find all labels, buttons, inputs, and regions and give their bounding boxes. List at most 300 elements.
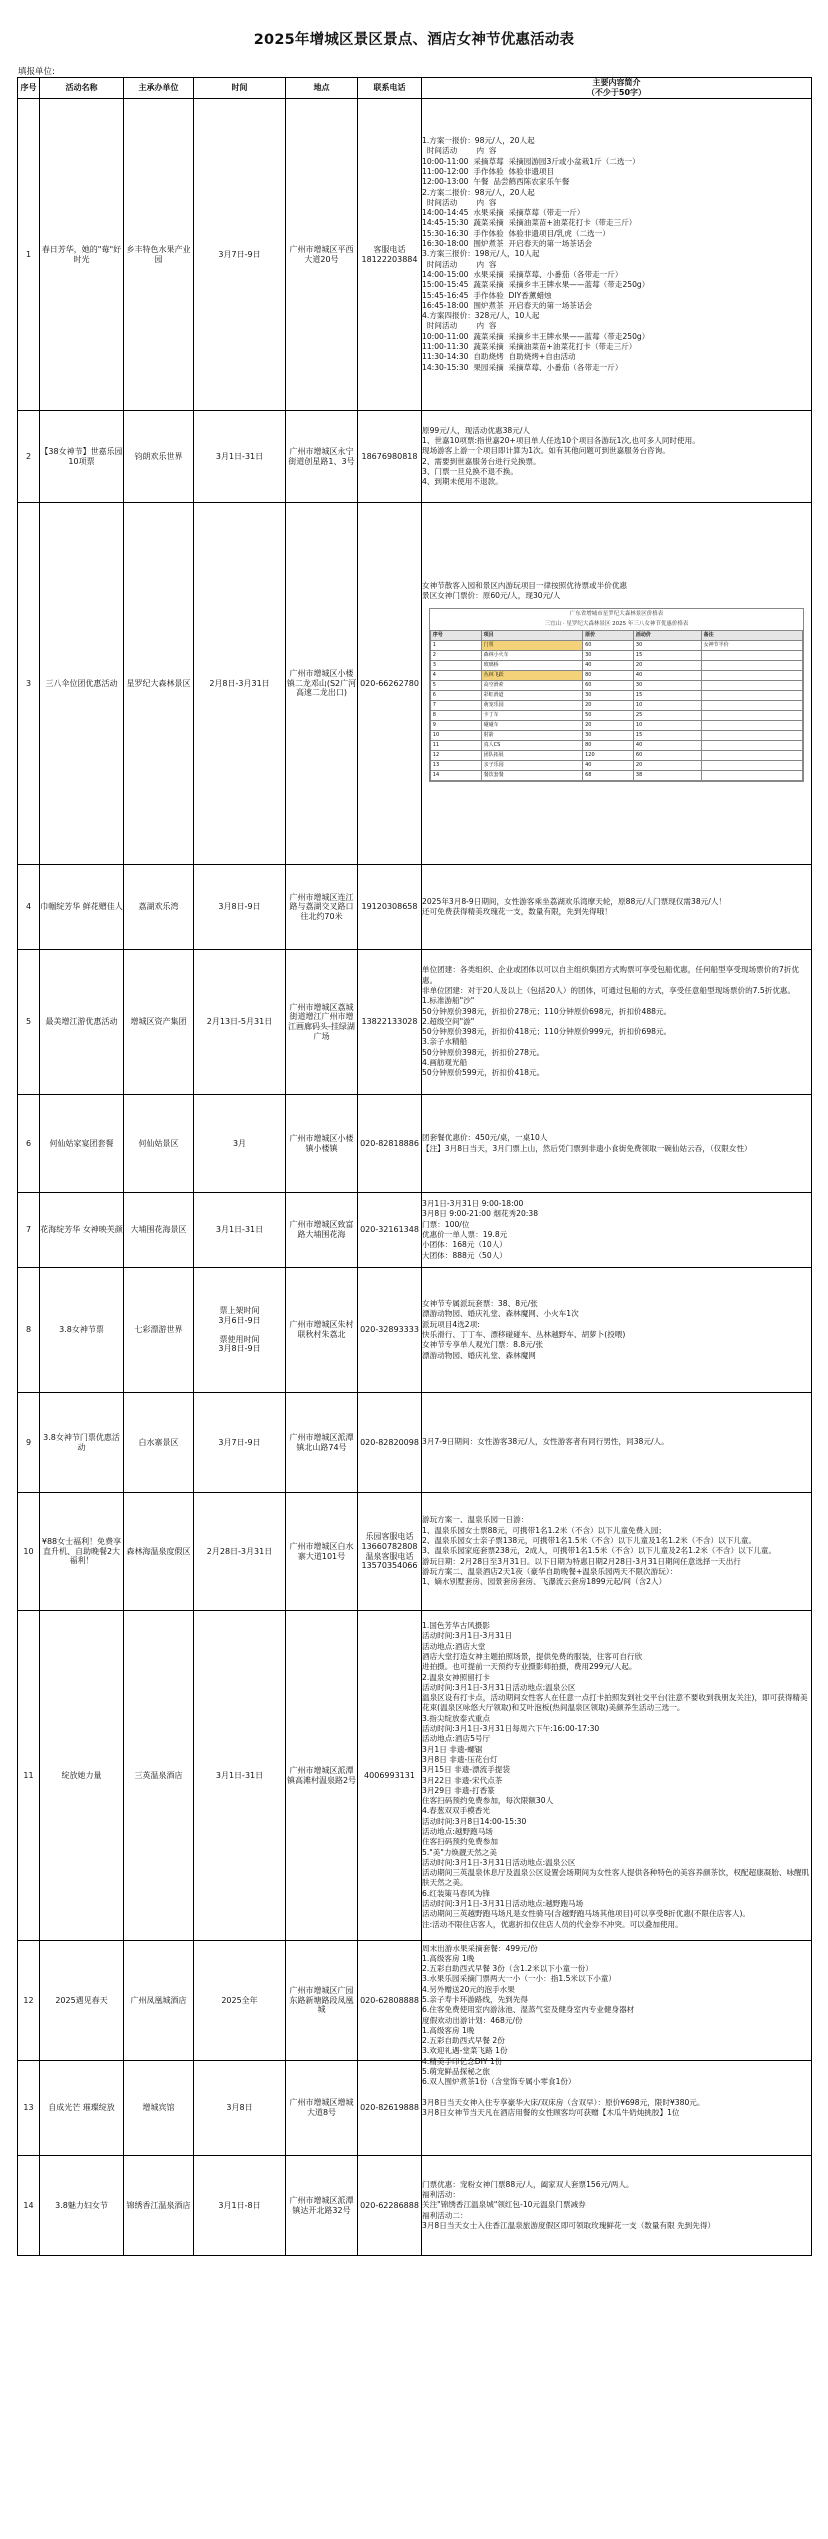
description-line: 活动期间三英越野跑马场凡是女性骑马(含越野跑马场其他项目)可以享受8折优惠(不限住店客人)。: [422, 1909, 751, 1919]
price-list-cell: 40: [583, 760, 634, 770]
row-number-text: 5: [25, 1017, 32, 1027]
organizer-text: 锦绣香江温泉酒店: [126, 2200, 191, 2210]
organizer-text: 森林海温泉度假区: [126, 1546, 191, 1556]
organizer-text: 白水寨景区: [138, 1437, 179, 1447]
activity-time: [194, 1095, 286, 1193]
price-list-cell: 9: [430, 720, 481, 730]
description-line: 3月8日当天女士入住香江温泉旅游度假区即可领取玫瑰鲜花一支（数量有限 先到先得）: [422, 2220, 716, 2230]
activity-time: [194, 99, 286, 411]
description-line: 2.超级空间"游": [422, 1016, 475, 1026]
price-list-row: [430, 720, 802, 730]
organizer-text: 何仙姑景区: [138, 1138, 179, 1148]
description-line: 1.国色芳华古风摄影: [422, 1621, 490, 1631]
description-line: 3月8日 非遗-压花台灯: [422, 1754, 498, 1764]
description-line: 游玩方案二、温泉酒店2天1夜（豪华自助晚餐+温泉乐园两天不限次游玩）：: [422, 1566, 678, 1576]
activity-name-text: 三八伞位团优惠活动: [45, 678, 118, 688]
organizer: [124, 503, 194, 865]
description-line: 3.水果乐园采摘门票两大一小（一小：指1.5米以下小童）: [422, 1974, 616, 1984]
price-list-cell: 30: [633, 680, 701, 690]
activity-time: [194, 1268, 286, 1393]
organizer: [124, 2061, 194, 2156]
description-line: 2.五彩自助西式早餐 3份（含1.2米以下小童一份）: [422, 1964, 593, 1974]
activity-name: [40, 2061, 124, 2156]
description-line: 漂游动物园、婚庆礼堂、森林魔网、小火车1次: [422, 1309, 579, 1319]
row-number-text: 12: [23, 1995, 34, 2005]
description-line: 活动地点:越野跑马场: [422, 1826, 493, 1836]
price-list-cell: 120: [583, 750, 634, 760]
price-list-cell: 80: [583, 740, 634, 750]
organizer-text: 乡丰特色水果产业园: [126, 244, 191, 264]
description-line: 1.方案一报价：98元/人，20人起: [422, 136, 535, 146]
description-line: 3月8日当天女神入住专享豪华大床/双床房（含双早）：原价¥698元，限时¥380元。: [422, 2097, 705, 2107]
description-line: 酒店大堂打造女神主题拍照场景，提供免费的服装，住客可自行欣: [422, 1651, 643, 1661]
activity-place-text: 广州市增城区广园东路新塘路段凤凰城: [289, 1986, 354, 2015]
activity-time-text: 2月8日-3月31日: [209, 678, 270, 688]
activity-place: [286, 865, 358, 950]
description-line: 时间活动 内 容: [422, 146, 497, 156]
activity-place-text: 广州市增城区平西大道20号: [289, 244, 354, 264]
description-line: 福利活动二：: [422, 2210, 468, 2220]
price-list-cell: 3: [430, 660, 481, 670]
organizer-text: 大埔围花海景区: [130, 1225, 187, 1235]
price-list-row: [430, 710, 802, 720]
activity-description: [422, 865, 812, 950]
activity-time-text: 3月8日-9日: [218, 902, 261, 912]
description-line: 2.五彩自助西式早餐 2份: [422, 2036, 505, 2046]
description-line: 50分钟原价398元，折扣价278元；110分钟原价698元，折扣价488元。: [422, 1006, 672, 1016]
contact-phone: [358, 2061, 422, 2156]
description-line: 周末出游水果采摘套餐：499元/份: [422, 1943, 538, 1953]
organizer: [124, 1611, 194, 1941]
row-number-text: 10: [23, 1546, 34, 1556]
price-list-cell: 60: [583, 640, 634, 650]
price-list-cell: 20: [583, 720, 634, 730]
row-number: [18, 503, 40, 865]
row-number: [18, 1268, 40, 1393]
organizer: [124, 1268, 194, 1393]
price-list-cell: 10: [430, 730, 481, 740]
price-list-cell: [701, 750, 803, 760]
description-line: 住客扫码预约免费参加，每次限额30人: [422, 1796, 554, 1806]
header-tel: 联系电话: [358, 78, 422, 99]
price-list-cell: [701, 710, 803, 720]
description-line: 游玩方案一、温泉乐园一日游：: [422, 1515, 529, 1525]
price-list-title: 三宜山 · 星罗纪大森林景区 2025 年三八女神节优惠价格表: [544, 621, 689, 628]
activity-description: [422, 1393, 812, 1493]
description-line: 6.双人围炉煮茶1份（含堂饰专属小零食1份）: [422, 2077, 576, 2087]
row-number: [18, 865, 40, 950]
header-time: 时间: [194, 78, 286, 99]
row-number-text: 9: [25, 1437, 32, 1447]
description-line: 11:00-11:30 蔬菜采摘 采摘油菜苗+油菜花打卡（带走三斤）: [422, 342, 637, 352]
row-number: [18, 99, 40, 411]
activity-name-text: 3.8女神节门票优惠活动: [43, 1432, 120, 1452]
price-list-cell: 备注: [701, 630, 803, 640]
contact-phone: [358, 411, 422, 503]
price-list-cell: 7: [430, 700, 481, 710]
price-list-row: [430, 640, 802, 650]
table-row: [18, 1393, 812, 1493]
description-line: 活动时间:3月1日-3月31日: [422, 1631, 513, 1641]
contact-phone-text: 020-62286888: [360, 2200, 419, 2210]
row-number: [18, 1493, 40, 1611]
description-line: 3月7-9日期间：女性游客38元/人，女性游客者有同行男性，同38元/人。: [422, 1437, 669, 1447]
row-number-text: 14: [23, 2200, 34, 2210]
activity-description: [422, 950, 812, 1095]
activity-time: [194, 503, 286, 865]
activity-time: [194, 1193, 286, 1268]
description-line: 2、温泉乐园女士亲子票138元，可携带1名1.5米（不含）以下儿童及1名1.2米（不含）以下儿童。: [422, 1536, 757, 1546]
contact-phone-text: 020-82818886: [360, 1138, 419, 1148]
activity-place: [286, 1095, 358, 1193]
description-line: 时间活动 内 容: [422, 321, 497, 331]
price-list-row: [430, 650, 802, 660]
table-row: [18, 1268, 812, 1393]
activity-name: [40, 411, 124, 503]
price-list-row: [430, 680, 802, 690]
activity-name-text: 何仙姑家宴团套餐: [49, 1138, 114, 1148]
description-line: 进拍摄。也可提前一天预约专业摄影师拍摄，费用299元/人起。: [422, 1662, 637, 1672]
description-line: 3月8日 9:00-21:00 烟花秀20:38: [422, 1209, 539, 1219]
activity-place-text: 广州市增城区致富路大埔围花海: [289, 1220, 354, 1239]
activity-description: [422, 1193, 812, 1268]
row-number-text: 8: [25, 1325, 32, 1335]
description-line: 15:00-15:45 蔬菜采摘 采摘乡丰王牌水果——蓝莓（带走250g）: [422, 280, 650, 290]
contact-phone-text: 客服电话 18122203884: [361, 244, 418, 264]
price-list-cell: 50: [583, 710, 634, 720]
description-line: 6.红装策马春风为锋: [422, 1888, 490, 1898]
row-number-text: 1: [25, 249, 32, 259]
description-line: 14:00-15:00 水果采摘 采摘草莓、小番茄（各带走一斤）: [422, 269, 623, 279]
activity-name-text: ¥88女士福利！免费享直升机、自助晚餐2大福利！: [41, 1537, 122, 1566]
price-list-cell: 丛林飞跃: [481, 670, 583, 680]
header-desc: [422, 78, 812, 99]
activity-time: [194, 1611, 286, 1941]
table-row: [18, 1611, 812, 1941]
activity-time: [194, 950, 286, 1095]
organizer-text: 星罗纪大森林景区: [126, 678, 191, 688]
description-line: 10:00-11:00 蔬菜采摘 采摘乡丰王牌水果——蓝莓（带走250g）: [422, 331, 650, 341]
description-line: 关注"锦绣香江温泉城"领红包-10元温泉门票减券: [422, 2200, 586, 2210]
price-list-cell: 活动价: [633, 630, 701, 640]
activity-place: [286, 1941, 358, 2061]
price-list-cell: 80: [583, 670, 634, 680]
description-line: 【注】3月8日当天，3月门票上山，然后凭门票到非遗小食街免费领取一碗仙姑云吞，（仅限女性）: [422, 1143, 752, 1153]
table-row: [18, 2156, 812, 2256]
description-line: 10:00-11:00 采摘草莓 采摘园游园3斤或小盆栽1斤（二选一）: [422, 156, 640, 166]
organizer-text: 广州凤凰城酒店: [130, 1995, 187, 2005]
description-line: 3月29日 非遗-打香篆: [422, 1785, 495, 1795]
description-line: 3月15日 非遗-漂流手提袋: [422, 1765, 510, 1775]
price-list-cell: 20: [633, 660, 701, 670]
price-list-cell: 15: [633, 650, 701, 660]
description-line: 4.方案四报价：328元/人，10人起: [422, 311, 540, 321]
price-list-cell: 项目: [481, 630, 583, 640]
organizer: [124, 411, 194, 503]
activity-place: [286, 503, 358, 865]
contact-phone-text: 乐园客服电话13660782808 温泉客服电话13570354066: [361, 1532, 418, 1571]
activity-time: [194, 1393, 286, 1493]
row-number-text: 2: [25, 451, 32, 461]
row-number-text: 6: [25, 1138, 32, 1148]
row-number: [18, 411, 40, 503]
description-line: 2、需要到世嘉服务台进行兑换票。: [422, 456, 541, 466]
description-line: 5.亲子寿卡环游路线，先到先得: [422, 1994, 528, 2004]
description-line: 优惠价一单人票：19.8元: [422, 1230, 508, 1239]
description-line: 活动地点:酒店5号厅: [422, 1734, 491, 1744]
activity-name: [40, 1493, 124, 1611]
price-list-cell: 真人CS: [481, 740, 583, 750]
activity-place-text: 广州市增城区派潭镇达开北路32号: [289, 2195, 354, 2215]
price-list-cell: 10: [633, 720, 701, 730]
activity-place-text: 广州市增城区连江路与荔湖交叉路口往北约70米: [289, 892, 354, 921]
activity-name-text: 最美增江游优惠活动: [45, 1017, 118, 1027]
price-list-cell: [701, 650, 803, 660]
activity-time: [194, 865, 286, 950]
table-row: [18, 1493, 812, 1611]
description-line: 4.画舫观光船: [422, 1058, 468, 1068]
activity-name: [40, 1268, 124, 1393]
row-number: [18, 1393, 40, 1493]
price-list-cell: 5: [430, 680, 481, 690]
description-line: 福利活动：: [422, 2190, 460, 2200]
price-list-cell: 15: [633, 730, 701, 740]
activity-place: [286, 99, 358, 411]
price-list-cell: 30: [583, 650, 634, 660]
contact-phone: [358, 1941, 422, 2061]
organizer-text: 三英温泉酒店: [134, 1770, 183, 1780]
activity-place-text: 广州市增城区荔城街道增江广州市增江画廊码头-挂绿湖广场: [288, 1002, 355, 1041]
contact-phone: [358, 950, 422, 1095]
activity-place: [286, 1611, 358, 1941]
description-line: 非单位团建：对于20人及以上（包括20人）的团体，可通过包船的方式，享受任意船型现场票价的7.5折优惠。: [422, 985, 796, 995]
activity-time-text: 3月1日-8日: [218, 2200, 261, 2210]
description-line: 11:00-12:00 手作体验 体验非遗项目: [422, 166, 555, 176]
activity-description: [422, 1611, 812, 1941]
table-row: [18, 503, 812, 865]
activity-name: [40, 2156, 124, 2256]
header-desc-line1: 主要内容简介: [592, 78, 641, 88]
description-line: 5.萌宠鲜品探秘之旅: [422, 2067, 490, 2077]
description-line: 1、世嘉10项票:指世嘉20+项目单人任选10个项目各游玩1次,也可多人同时使用。: [422, 435, 700, 445]
price-list-cell: [701, 760, 803, 770]
price-list-row: [430, 760, 802, 770]
document-title: 2025年增城区景区景点、酒店女神节优惠活动表: [253, 32, 575, 48]
activity-time-text: 2月13日-5月31日: [206, 1017, 273, 1027]
activity-place: [286, 1393, 358, 1493]
table-row: [18, 950, 812, 1095]
price-list-cell: 14: [430, 770, 481, 780]
price-list-cell: [701, 700, 803, 710]
description-line: 4.春葱双双手模香光: [422, 1806, 490, 1816]
price-list-cell: 10: [633, 700, 701, 710]
description-line: 活动时间:3月1日-3月31日活动地点:温泉公区: [422, 1857, 576, 1867]
price-list-cell: 20: [633, 760, 701, 770]
contact-phone: [358, 1393, 422, 1493]
price-list-cell: [701, 660, 803, 670]
organizer-text: 钧朗欢乐世界: [134, 451, 183, 461]
organizer: [124, 2156, 194, 2256]
description-line: 游玩日期：2月28日至3月31日。以下日期为特惠日期2月28日-3月31日期间任意选择一天出行: [422, 1556, 741, 1566]
description-line: 快乐滑行、丁丁车、漂移碰碰车、丛林越野车、胡萝卜(投喂): [422, 1330, 626, 1339]
price-list-row: [430, 630, 802, 640]
description-line: 漂游动物园、婚庆礼堂、森林魔网: [422, 1350, 536, 1360]
description-line: 1.高级客房 1晚: [422, 2025, 475, 2035]
price-list-cell: 团队拓展: [481, 750, 583, 760]
activity-time: [194, 2061, 286, 2156]
price-list-row: [430, 730, 802, 740]
activity-description: [422, 1941, 812, 2087]
activity-name-text: 3.8魅力妇女节: [55, 2200, 108, 2210]
row-number: [18, 1611, 40, 1941]
table-row: [18, 2061, 812, 2156]
activity-name-text: 花海绽芳华 女神映芙颜: [40, 1225, 123, 1235]
contact-phone-text: 18676980818: [361, 451, 418, 461]
activity-place: [286, 950, 358, 1095]
description-line: 15:30-16:30 手作体验 体验非遗项目/乳虎（二选一）: [422, 228, 610, 238]
contact-phone-text: 020-66262780: [360, 678, 419, 688]
description-line: 时间活动 内 容: [422, 197, 497, 207]
price-list-cell: 8: [430, 710, 481, 720]
description-line: 5."美"力焕靓天然之美: [422, 1847, 497, 1857]
activity-time-text: 3月: [232, 1138, 247, 1148]
activity-name: [40, 503, 124, 865]
activity-time-text: 3月1日-31日: [215, 1770, 264, 1780]
price-list-cell: 萌宠乐园: [481, 700, 583, 710]
price-list-cell: 40: [583, 660, 634, 670]
description-line: 11:30-14:30 自助烧烤 自助烧烤+自由活动: [422, 352, 576, 362]
description-line: 3月8日女神节当天凡在酒店用餐的女性顾客均可获赠【木瓜牛奶炖挑胶】1位: [422, 2108, 680, 2117]
contact-phone: [358, 2156, 422, 2256]
activity-name-text: 3.8女神节票: [59, 1325, 104, 1335]
activity-name: [40, 865, 124, 950]
price-list-cell: [701, 680, 803, 690]
description-line: 4、到期未使用不退款。: [422, 477, 503, 487]
description-line: 3、温泉乐园家庭套票238元，2成人，可携带1名1.5米（不含）以下儿童及2名1.2米（不含）以下儿童。: [422, 1546, 777, 1556]
description-line: 50分钟原价398元，折扣价278元。: [422, 1047, 545, 1057]
activity-name: [40, 1941, 124, 2061]
activity-time: [194, 1493, 286, 1611]
price-list-row: [430, 670, 802, 680]
price-list-cell: 13: [430, 760, 481, 770]
activity-place-text: 广州市增城区白水寨大道101号: [289, 1541, 354, 1561]
activity-time-text: 3月1日-31日: [215, 1225, 264, 1235]
description-line: 16:30-18:00 围炉煮茶 开启春天的第一场茶话会: [422, 239, 593, 249]
price-list-cell: 亲子乐园: [481, 760, 583, 770]
description-line: 1.高级客房 1晚: [422, 1953, 475, 1963]
description-line: 单位团建：各类组织、企业或团体以可以自主组织集团方式购票可享受包船优惠，任何船型享受现场票价的7折优惠。: [422, 965, 799, 985]
price-list-cell: 餐饮套餐: [481, 770, 583, 780]
price-list-cell: 11: [430, 740, 481, 750]
activity-table: [17, 77, 812, 2256]
price-list-cell: 女神节半价: [701, 640, 803, 650]
description-line: 活动地点:酒店大堂: [422, 1641, 486, 1651]
price-list-row: [430, 660, 802, 670]
table-header-row: [18, 78, 812, 99]
activity-name: [40, 950, 124, 1095]
price-list-cell: [701, 740, 803, 750]
activity-place: [286, 2156, 358, 2256]
activity-time-text: 票上架时间 3月6日-9日 票使用时间 3月8日-9日: [218, 1306, 261, 1354]
contact-phone: [358, 1095, 422, 1193]
price-list-cell: 玻璃桥: [481, 660, 583, 670]
price-list-cell: [701, 730, 803, 740]
description-line: 3月1日-3月31日 9:00-18:00: [422, 1199, 524, 1209]
organizer: [124, 865, 194, 950]
description-line: 50分钟原价599元，折扣价418元。: [422, 1068, 545, 1078]
contact-phone: [358, 503, 422, 865]
price-list-cell: 60: [633, 750, 701, 760]
activity-place-text: 广州市增城区派潭镇北山路74号: [289, 1432, 354, 1452]
description-line: 15:45-16:45 手作体验 DIY香薰蜡烛: [422, 290, 552, 300]
activity-name-text: 2025遇见春天: [55, 1995, 108, 2005]
contact-phone-text: 020-82619888: [360, 2103, 419, 2113]
price-list-cell: 25: [633, 710, 701, 720]
activity-name-text: 【38女神节】世嘉乐园10项票: [40, 446, 123, 466]
price-list-cell: 30: [583, 690, 634, 700]
organizer: [124, 1193, 194, 1268]
description-line: 3.指尖绽放泰式重点: [422, 1713, 490, 1723]
organizer: [124, 1393, 194, 1493]
header-desc-line2: （不少于50字）: [586, 88, 647, 97]
price-list-cell: 6: [430, 690, 481, 700]
description-line: 时间活动 内 容: [422, 259, 497, 269]
price-list-cell: 4: [430, 670, 481, 680]
contact-phone: [358, 1493, 422, 1611]
activity-place: [286, 2061, 358, 2156]
activity-name-text: 巾帼绽芳华 鲜花赠佳人: [40, 902, 123, 912]
activity-time: [194, 411, 286, 503]
price-list-cell: 1: [430, 640, 481, 650]
header-org: 主承办单位: [124, 78, 194, 99]
price-list-row: [430, 740, 802, 750]
description-line: 温泉区设有打卡点，活动期间女性客人在任意一点打卡拍照发到社交平台(注意不要收到我朋友关注)，即可获得精美花束(温泉区咏悠大厅领取)和艾叶泡板(热间温泉区领取)美颜养生活动三选一。: [422, 1693, 808, 1713]
description-line: 注:活动不限住店客人，优惠折扣仅住店人员的代金券不冲突。可以叠加使用。: [422, 1919, 683, 1929]
description-line: 3月22日 非遗-宋代点茶: [422, 1775, 503, 1785]
description-line: 16:45-18:00 围炉煮茶 开启春天的第一场茶话会: [422, 300, 593, 310]
price-list-row: [430, 750, 802, 760]
description-line: 3、门票一旦兑换不退不换。: [422, 466, 518, 476]
price-list-cell: 68: [583, 770, 634, 780]
activity-place-text: 广州市增城区小楼镇小楼镇: [289, 1133, 354, 1153]
row-number: [18, 1095, 40, 1193]
row-number-text: 4: [25, 902, 32, 912]
description-line: 团套餐优惠价：450元/桌，一桌10人: [422, 1133, 548, 1143]
activity-description: [422, 411, 812, 503]
price-list-cell: 原价: [583, 630, 634, 640]
price-list-image: [429, 608, 804, 782]
organizer: [124, 1493, 194, 1611]
activity-place-text: 广州市增城区派潭镇高滩村温泉路2号: [286, 1765, 357, 1785]
price-list-cell: 40: [633, 670, 701, 680]
description-line: 活动期间三英温泉休息厅及温泉公区设置会场期间为女性客人提供各种特色的美容养颜茶饮，权配超康凝胎、咏醒肌肤天然之美。: [422, 1868, 810, 1888]
contact-phone: [358, 1268, 422, 1393]
price-list-cell: 12: [430, 750, 481, 760]
description-line: 小团体：168元（10人）: [422, 1240, 507, 1250]
contact-phone-text: 020-32161348: [360, 1225, 419, 1235]
price-list-cell: 彩虹滑道: [481, 690, 583, 700]
header-no: 序号: [18, 78, 40, 99]
price-list-tag: 广东省增城市星罗纪大森林景区价格表: [569, 610, 664, 617]
description-line: 门票：100/位: [422, 1219, 470, 1229]
price-list-cell: 30: [583, 730, 634, 740]
fill-unit-label: 填报单位:: [18, 67, 55, 77]
table-row: [18, 411, 812, 503]
activity-place-text: 广州市增城区增城大道8号: [289, 2098, 354, 2117]
description-line: 3.亲子水精船: [422, 1037, 468, 1047]
activity-name: [40, 1393, 124, 1493]
description-line: 3月1日 非遗-螺锯: [422, 1744, 483, 1754]
